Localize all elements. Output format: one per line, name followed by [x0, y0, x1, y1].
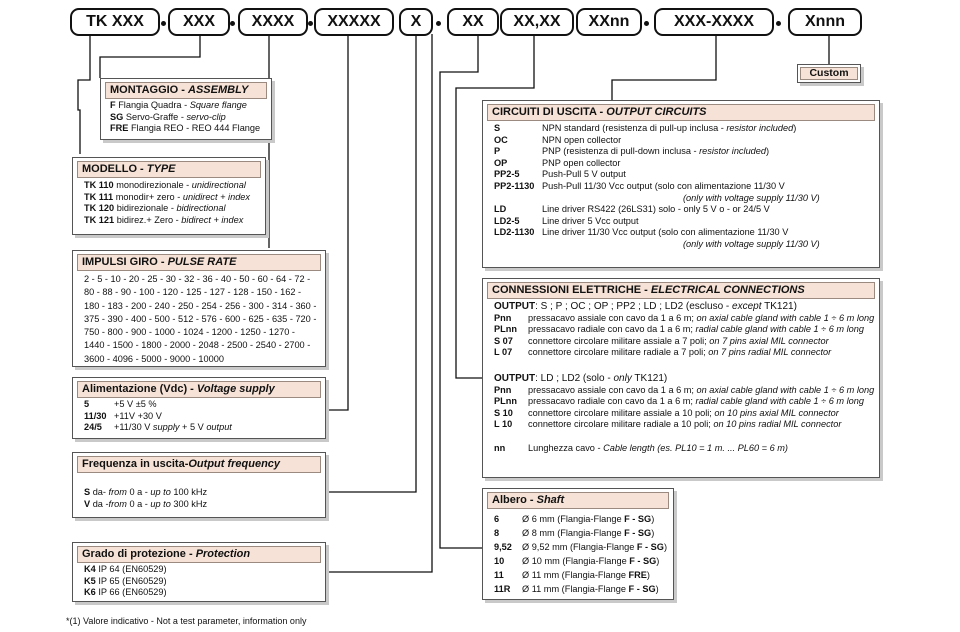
circuit-note: (only with voltage supply 11/30 V)	[683, 238, 820, 249]
circuit-note: (only with voltage supply 11/30 V)	[683, 192, 820, 203]
protection-title: Grado di protezione - Protection	[77, 546, 321, 563]
code-field-output-circuit: XXX-XXXX	[654, 8, 774, 36]
code-field-assembly: XXX	[168, 8, 230, 36]
shaft-option: 9,52 Ø 9,52 mm (Flangia-Flange F - SG)	[494, 542, 668, 552]
type-panel	[72, 157, 266, 235]
frequency-option: V da -from 0 a - up to 300 kHz	[84, 498, 208, 509]
connection-option: S 07 connettore circolare militare assiale a 7 poli; on 7 pins axial MIL connector	[494, 335, 829, 346]
pulse-rate-title: IMPULSI GIRO - PULSE RATE	[77, 254, 321, 271]
code-field-shaft: XX,XX	[500, 8, 574, 36]
connection-group-header: OUTPUT: S ; P ; OC ; OP ; PP2 ; LD ; LD2 (escluso - except TK121)	[494, 301, 797, 312]
code-field-frequency: X	[399, 8, 433, 36]
pulse-rate-line: 2 - 5 - 10 - 20 - 25 - 30 - 32 - 36 - 40 - 50 - 60 - 64 - 72 -	[84, 274, 311, 284]
circuit-option: PP2-1130 Push-Pull 11/30 Vcc output (solo con alimentazione 11/30 V	[494, 180, 785, 191]
code-field-custom: Xnnn	[788, 8, 862, 36]
shaft-option: 6 Ø 6 mm (Flangia-Flange F - SG)	[494, 514, 655, 524]
electrical-connections-panel	[482, 278, 880, 478]
separator-dot	[436, 21, 441, 26]
output-circuits-panel	[482, 100, 880, 268]
connection-group-header: OUTPUT: LD ; LD2 (solo - only TK121)	[494, 372, 668, 384]
type-option: TK 111 monodir+ zero - unidirect + index	[84, 191, 251, 202]
protection-option: K5 IP 65 (EN60529)	[84, 575, 167, 586]
shaft-option: 8 Ø 8 mm (Flangia-Flange F - SG)	[494, 528, 655, 538]
protection-option: K4 IP 64 (EN60529)	[84, 564, 167, 574]
circuit-option: P PNP (resistenza di pull-down inclusa - resistor included)	[494, 146, 770, 157]
code-field-pulse-rate: XXXX	[238, 8, 308, 36]
pulse-rate-line: 1440 - 1500 - 1800 - 2000 - 2048 - 2500 - 2540 - 2700 -	[84, 340, 311, 351]
voltage-supply-title: Alimentazione (Vdc) - Voltage supply	[77, 381, 321, 398]
pulse-rate-line: 3600 - 4096 - 5000 - 9000 - 10000	[84, 353, 224, 364]
shaft-option: 10 Ø 10 mm (Flangia-Flange F - SG)	[494, 556, 660, 566]
connection-option: L 10 connettore circolare militare radiale a 10 poli; on 10 pins radial MIL connector	[494, 419, 842, 430]
protection-option: K6 IP 66 (EN60529)	[84, 587, 167, 598]
code-field-supply: XXXXX	[314, 8, 394, 36]
voltage-option: 5 +5 V ±5 %	[84, 399, 157, 409]
assembly-option: SG Servo-Graffe - servo-clip	[110, 111, 226, 122]
separator-dot	[308, 21, 313, 26]
pulse-rate-line: 180 - 183 - 200 - 240 - 250 - 254 - 256 - 300 - 314 - 360 -	[84, 300, 317, 311]
voltage-option: 24/5 +11/30 V supply + 5 V output	[84, 422, 232, 433]
type-option: TK 120 bidirezionale - bidirectional	[84, 203, 226, 214]
footnote: *(1) Valore indicativo - Not a test parameter, information only	[66, 616, 307, 626]
circuit-option: OP PNP open collector	[494, 157, 621, 168]
assembly-title: MONTAGGIO - ASSEMBLY	[105, 82, 267, 99]
separator-dot	[230, 21, 235, 26]
circuit-option: LD2-1130 Line driver 11/30 Vcc output (solo con alimentazione 11/30 V	[494, 227, 789, 238]
code-field-model: TK XXX	[70, 8, 160, 36]
electrical-connections-title: CONNESSIONI ELETTRICHE - ELECTRICAL CONNECTIONS	[487, 282, 875, 299]
custom-tag	[797, 64, 861, 83]
circuit-option: PP2-5 Push-Pull 5 V output	[494, 169, 626, 180]
type-option: TK 121 bidirez.+ Zero - bidirect + index	[84, 214, 244, 225]
pulse-rate-line: 80 - 88 - 90 - 100 - 120 - 125 - 127 - 128 - 150 - 162 -	[84, 287, 302, 298]
output-frequency-title: Frequenza in uscita-Output frequency	[77, 456, 321, 473]
cable-length-option: nn Lunghezza cavo - Cable length (es. PL10 = 1 m. ... PL60 = 6 m)	[494, 442, 788, 453]
separator-dot	[644, 21, 649, 26]
pulse-rate-line: 375 - 390 - 400 - 500 - 512 - 576 - 600 - 625 - 635 - 720 -	[84, 313, 317, 324]
circuit-option: LD2-5 Line driver 5 Vcc output	[494, 215, 639, 226]
output-circuits-title: CIRCUITI DI USCITA - OUTPUT CIRCUITS	[487, 104, 875, 121]
shaft-title: Albero - Shaft	[487, 492, 669, 509]
separator-dot	[776, 21, 781, 26]
connection-option: PLnn pressacavo radiale con cavo da 1 a 6 m; radial cable gland with cable 1 ÷ 6 m long	[494, 396, 864, 407]
shaft-option: 11R Ø 11 mm (Flangia-Flange F - SG)	[494, 584, 659, 594]
frequency-option: S da- from 0 a - up to 100 kHz	[84, 487, 208, 497]
circuit-option: LD Line driver RS422 (26LS31) solo - only 5 V o - or 24/5 V	[494, 204, 770, 215]
assembly-option: FRE Flangia REO - REO 444 Flange	[110, 123, 261, 134]
circuit-option: OC NPN open collector	[494, 134, 622, 145]
circuit-option: S NPN standard (resistenza di pull-up inclusa - resistor included)	[494, 123, 797, 133]
custom-label: Custom	[800, 67, 858, 80]
assembly-option: F Flangia Quadra - Square flange	[110, 100, 247, 110]
code-field-connection: XXnn	[576, 8, 642, 36]
connection-option: S 10 connettore circolare militare assiale a 10 poli; on 10 pins axial MIL connector	[494, 407, 839, 418]
connection-option: Pnn pressacavo assiale con cavo da 1 a 6 m; on axial cable gland with cable 1 ÷ 6 m long	[494, 384, 875, 395]
pulse-rate-panel	[72, 250, 326, 367]
connection-option: Pnn pressacavo assiale con cavo da 1 a 6 m; on axial cable gland with cable 1 ÷ 6 m long	[494, 312, 875, 323]
pulse-rate-line: 750 - 800 - 900 - 1000 - 1024 - 1200 - 1250 - 1270 -	[84, 327, 295, 338]
type-title: MODELLO - TYPE	[77, 161, 261, 178]
connection-option: PLnn pressacavo radiale con cavo da 1 a 6 m; radial cable gland with cable 1 ÷ 6 m long	[494, 324, 864, 335]
output-frequency-panel	[72, 452, 326, 518]
code-field-protection: XX	[447, 8, 499, 36]
assembly-panel	[100, 78, 272, 140]
shaft-panel	[482, 488, 674, 600]
voltage-supply-panel	[72, 377, 326, 439]
type-option: TK 110 monodirezionale - unidirectional	[84, 180, 246, 190]
voltage-option: 11/30 +11V +30 V	[84, 410, 162, 421]
protection-panel	[72, 542, 326, 602]
connection-option: L 07 connettore circolare militare radiale a 7 poli; on 7 pins radial MIL connector	[494, 347, 832, 358]
separator-dot	[161, 21, 166, 26]
shaft-option: 11 Ø 11 mm (Flangia-Flange FRE)	[494, 570, 650, 580]
